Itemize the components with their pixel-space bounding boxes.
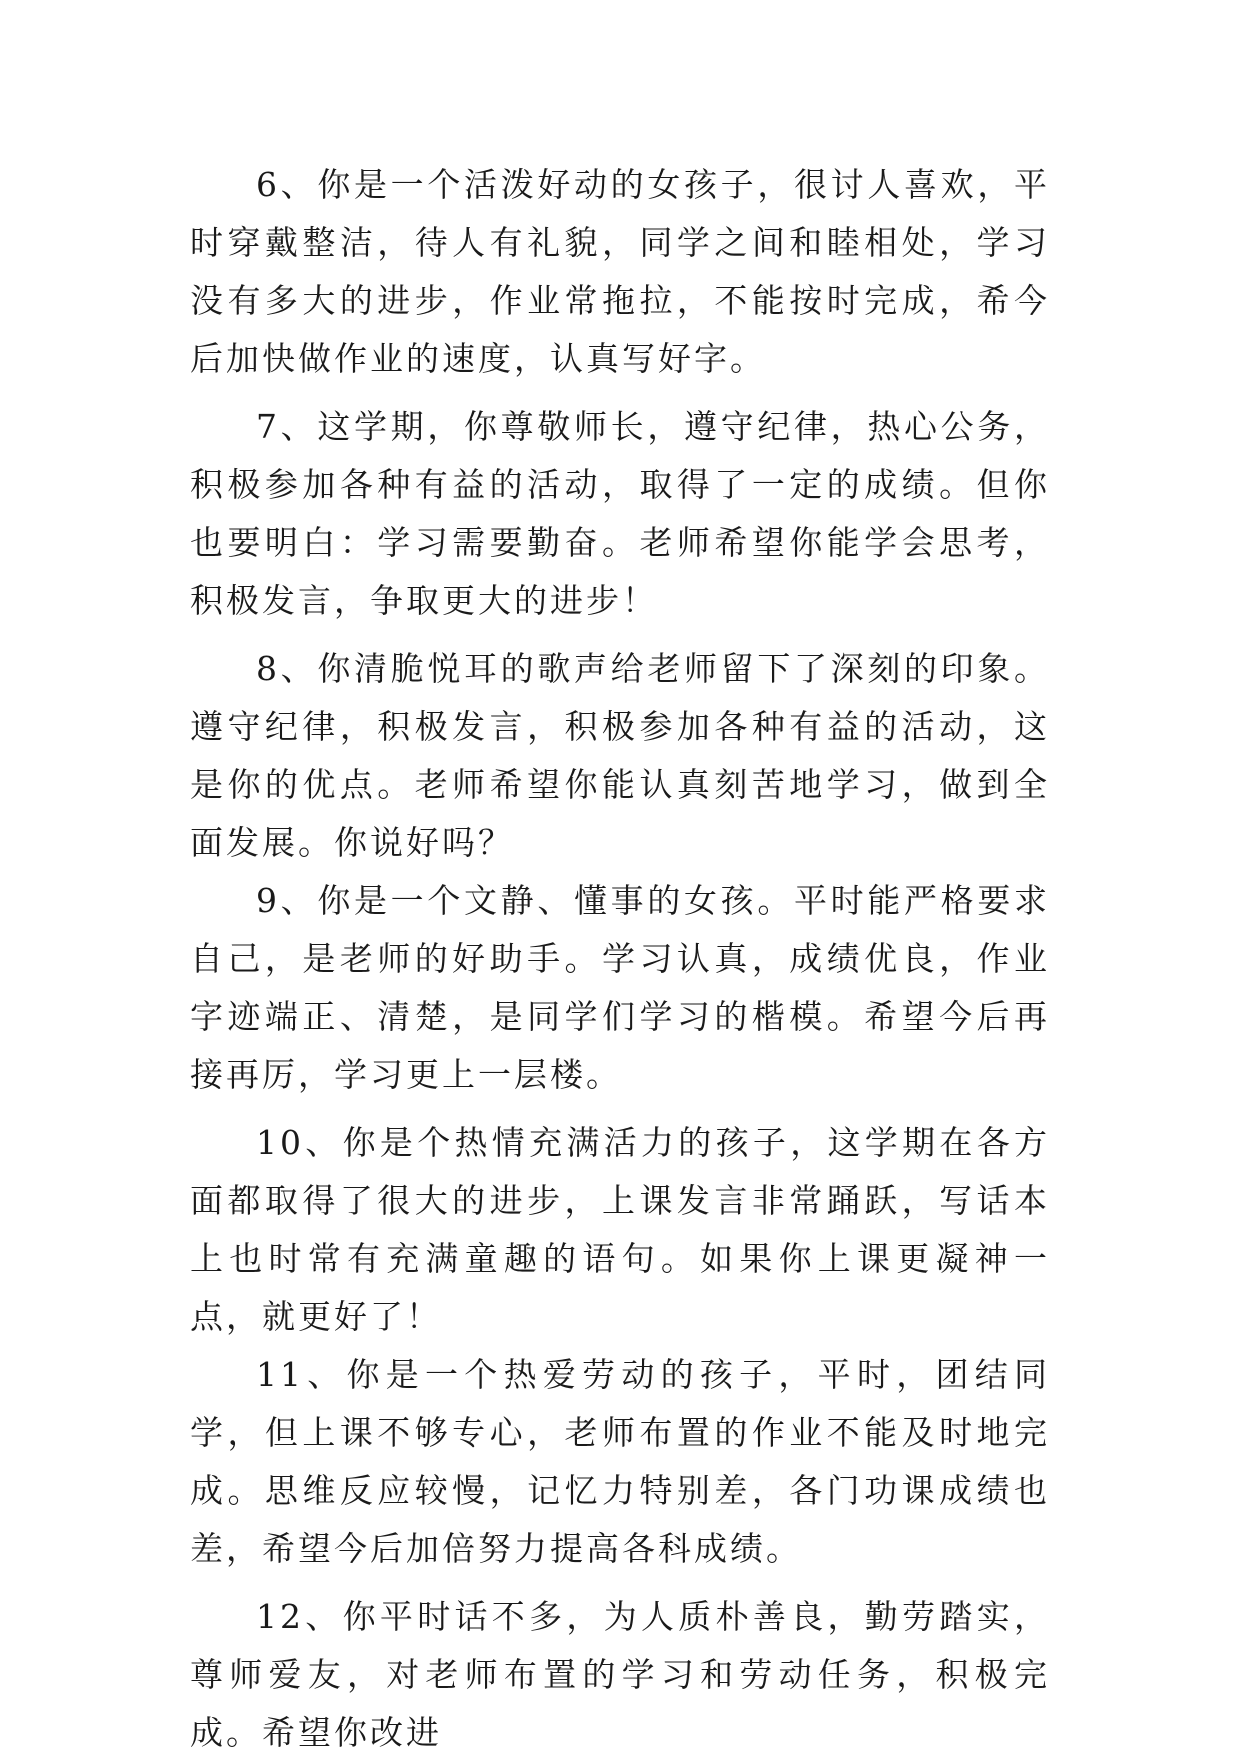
comment-paragraph-9: 9、你是一个文静、懂事的女孩。平时能严格要求自己，是老师的好助手。学习认真，成绩优良，作业字迹端正、清楚，是同学们学习的楷模。希望今后再接再厉，学习更上一层楼。 (190, 881, 1050, 1094)
comment-paragraph-8: 8、你清脆悦耳的歌声给老师留下了深刻的印象。遵守纪律，积极发言，积极参加各种有益的活动，这是你的优点。老师希望你能认真刻苦地学习，做到全面发展。你说好吗？ (190, 649, 1050, 862)
document-body (190, 156, 1050, 1762)
comment-paragraph-10: 10、你是个热情充满活力的孩子，这学期在各方面都取得了很大的进步，上课发言非常踊跃，写话本上也时常有充满童趣的语句。如果你上课更凝神一点，就更好了！ (190, 1123, 1050, 1336)
comment-paragraph-6: 6、你是一个活泼好动的女孩子，很讨人喜欢，平时穿戴整洁，待人有礼貌，同学之间和睦相处，学习没有多大的进步，作业常拖拉，不能按时完成，希今后加快做作业的速度，认真写好字。 (190, 165, 1050, 378)
comment-paragraph-7: 7、这学期，你尊敬师长，遵守纪律，热心公务，积极参加各种有益的活动，取得了一定的成绩。但你也要明白：学习需要勤奋。老师希望你能学会思考，积极发言，争取更大的进步！ (190, 407, 1050, 620)
comment-paragraph-11: 11、你是一个热爱劳动的孩子，平时，团结同学，但上课不够专心，老师布置的作业不能及时地完成。思维反应较慢，记忆力特别差，各门功课成绩也差，希望今后加倍努力提高各科成绩。 (190, 1355, 1050, 1568)
comment-paragraph-12: 12、你平时话不多，为人质朴善良，勤劳踏实，尊师爱友，对老师布置的学习和劳动任务，积极完成。希望你改进 (190, 1597, 1050, 1752)
